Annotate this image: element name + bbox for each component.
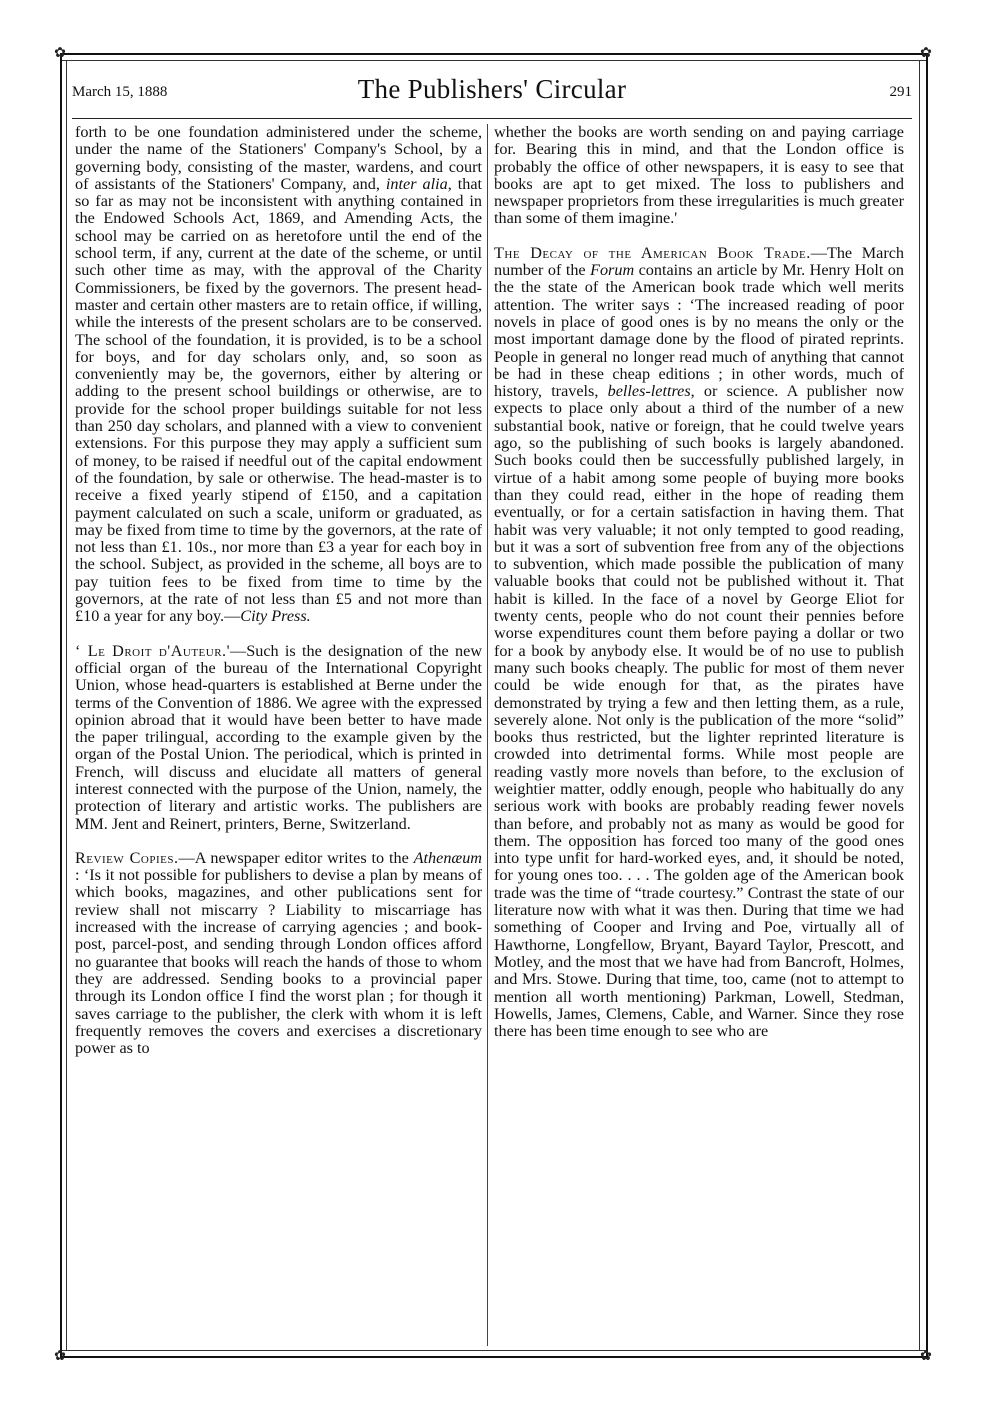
- border-left-inner: [66, 60, 67, 1350]
- stationers-school-paragraph: forth to be one foundation administered under the scheme, under the name of the Stationers' Company's School, by a governing body, consisting of the master, wardens, and court of assistants of the Stationers' Company, and, inter alia, that so far as may not be inconsistent with anything contained in the Endowed Schools Act, 1869, and Amending Acts, the school may be carried on as heretofore until the end of the school term, if any, current at the date of the scheme, or until such other time as may, with the approval of the Charity Commissioners, be fixed by the governors. The present head-master and certain other masters are to retain office, if willing, while the interests of the present scholars are to be conserved. The school of the foundation, it is provided, is to be a school for boys, and for day scholars only, and, so soon as conveniently may be, the governors, either by altering or adding to the present school buildings or otherwise, are to provide for the school proper buildings suitable for not less than 250 day scholars, and planned with a view to convenient extensions. For this purpose they may apply a sufficient sum of money, to be raised if needful out of the capital endowment of the foundation, by sale or otherwise. The head-master is to receive a fixed yearly stipend of £150, and a capitation payment calculated on such a scale, uniform or graduated, as may be fixed from time to time by the governors, at the rate of not less than £1. 10s., nor more than £3 a year for each boy in the school. Subject, as provided in the scheme, all boys are to pay tuition fees to be fixed from time to time by the governors, at the rate of not less than £5 and not more than £10 a year for any boy.—City Press.: [75, 124, 482, 626]
- corner-ornament-icon: ✿: [54, 45, 66, 61]
- issue-date: March 15, 1888: [72, 84, 168, 100]
- left-column: [75, 124, 482, 1346]
- border-right-inner: [919, 60, 920, 1350]
- review-copies-continued-paragraph: whether the books are worth sending on and paying carriage for. Bearing this in mind, and that the London office is probably the office of other newspapers, it is easy to see that books are apt to get mixed. The loss to publishers and newspaper proprietors from these irregularities is much greater than some of them imagine.': [494, 124, 904, 228]
- column-divider: [487, 124, 488, 1346]
- article-heading: Review Copies.: [75, 848, 179, 867]
- droit-dauteur-paragraph: ‘ Le Droit d'Auteur.'—Such is the designation of the new official organ of the bureau of the International Copyright Union, whose head-quarters is established at Berne under the terms of the Convention of 1886. We agree with the expressed opinion abroad that it would have been better to have made the paper trilingual, according to the example given by the organ of the Postal Union. The periodical, which is printed in French, will discuss and elucidate all matters of general interest connected with the purpose of the Union, namely, the protection of literary and artistic works. The publishers are MM. Jent and Reinert, printers, Berne, Switzerland.: [75, 641, 482, 833]
- corner-ornament-icon: ✿: [920, 45, 932, 61]
- border-left: [60, 53, 62, 1356]
- review-copies-paragraph: Review Copies.—A newspaper editor writes to the Athenæum : ‘Is it not possible for publishers to devise a plan by means of which books, magazines, and other publications sent for review shall not miscarry ? Liability to miscarriage has increased with the increase of carrying agencies ; and book-post, parcel-post, and sending through London offices afford no guarantee that books will reach the hands of those to whom they are addressed. Sending books to a provincial paper through its London office I find the worst plan ; for though it saves carriage to the publisher, the clerk with whom it is left frequently removes the covers and exercises a discretionary power as to: [75, 848, 482, 1058]
- border-top-inner: [60, 60, 928, 61]
- american-book-trade-paragraph: The Decay of the American Book Trade.—The March number of the Forum contains an article by Mr. Henry Holt on the the state of the American book trade which well merits attention. The writer says : ‘The increased reading of poor novels in place of good ones is by no means the only or the most important damage done by the flood of pirated reprints. People in general no longer read much of anything that cannot be had in these cheap editions ; in other words, much of history, travels, belles-lettres, or science. A publisher now expects to place only about a third of the number of a new substantial book, native or foreign, that he could twelve years ago, so the publishing of such books is largely abandoned. Such books could then be successfully published largely, in virtue of a habit among some people of buying more books than they could read, either in the hope of reading them eventually, or for a certain satisfaction in having them. That habit was very valuable; it not only tempted to good reading, but it was a sort of subvention free from any of the objections to subvention, which made possible the publication of many valuable books that could not be published without it. That habit is killed. In the face of a novel by George Eliot for twenty cents, people who do not count their pennies before worse expenditures count them before paying a dollar or two for a book by anybody else. It would be of no use to publish many such books cheaply. The public for most of them never could be wide enough for that, as the pirates have demonstrated by trying a few and then letting them, as a rule, severely alone. Not only is the publication of the more “solid” books thus restricted, but the lighter reprinted literature is crowded into detrimental forms. While most people are reading vastly more novels than before, to the exclusion of weightier matter, oddly enough, people who habitually do any serious work with books are probably reading fewer novels than before, and probably not as many as would be good for them. The opposition has forced too many of the good ones into type unfit for hard-worked eyes, and, it should be noted, for young ones too. . . . The golden age of the American book trade was the time of “trade courtesy.” Contrast the state of our literature now with what it was then. During that time we had something of Cooper and Irving and Poe, virtually all of Hawthorne, Longfellow, Bryant, Bayard Taylor, Prescott, and Motley, and the most that we have had from Bancroft, Holmes, and Mrs. Stowe. During that time, too, came (not to attempt to mention all worth mentioning) Parkman, Lowell, Stedman, Howells, James, Clemens, Cable, and Warner. Since they rose there has been time enough to see who are: [494, 243, 904, 1041]
- border-top: [60, 53, 928, 55]
- page-header: [72, 64, 912, 114]
- border-bottom: [60, 1356, 928, 1358]
- source-citation: City Press.: [240, 607, 311, 626]
- article-heading: The Decay of the American Book Trade.: [494, 243, 811, 262]
- corner-ornament-icon: ✿: [54, 1348, 66, 1364]
- header-rule: [72, 118, 912, 119]
- border-bottom-inner: [60, 1350, 928, 1351]
- page-number: 291: [889, 84, 912, 100]
- right-column: [494, 124, 904, 1346]
- publication-title: The Publishers' Circular: [357, 74, 627, 104]
- article-heading: ‘ Le Droit d'Auteur.': [75, 641, 231, 660]
- corner-ornament-icon: ✿: [920, 1348, 932, 1364]
- border-right: [926, 53, 928, 1356]
